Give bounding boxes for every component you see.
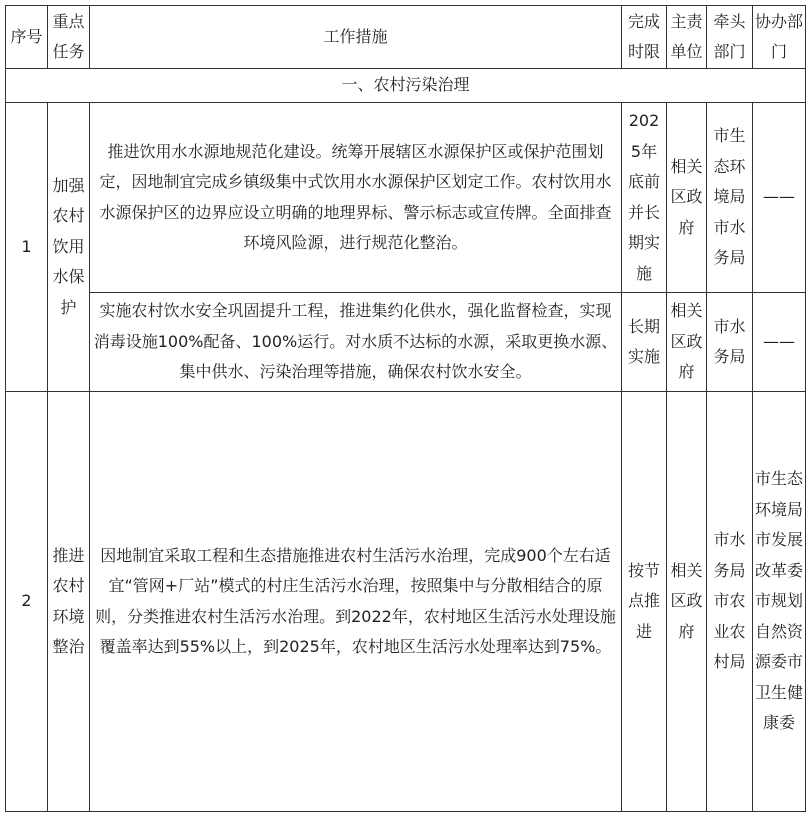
row-assist-dept: —— xyxy=(753,103,806,293)
row-main-unit: 相关区政府 xyxy=(667,103,707,293)
section-title: 一、农村污染治理 xyxy=(6,69,806,103)
row-no: 2 xyxy=(6,392,48,812)
header-deadline: 完成时限 xyxy=(622,6,667,69)
row-no: 1 xyxy=(6,103,48,392)
row-assist-dept: 市生态环境局市发展改革委市规划自然资源委市卫生健康委 xyxy=(753,392,806,812)
header-row xyxy=(6,6,806,69)
header-assist-dept: 协办部门 xyxy=(753,6,806,69)
header-main-unit: 主责单位 xyxy=(667,6,707,69)
section-row xyxy=(6,69,806,103)
header-measure: 工作措施 xyxy=(90,6,622,69)
row-lead-dept: 市生态环境局市水务局 xyxy=(707,103,753,293)
row-task: 推进农村环境整治 xyxy=(48,392,90,812)
row-deadline: 按节点推进 xyxy=(622,392,667,812)
header-task: 重点任务 xyxy=(48,6,90,69)
row-lead-dept: 市水务局 xyxy=(707,293,753,392)
header-lead-dept: 牵头部门 xyxy=(707,6,753,69)
row-main-unit: 相关区政府 xyxy=(667,293,707,392)
row-measure: 实施农村饮水安全巩固提升工程，推进集约化供水，强化监督检查，实现消毒设施100%配备、100%运行。对水质不达标的水源，采取更换水源、集中供水、污染治理等措施，确保农村饮水安全。 xyxy=(90,293,622,392)
table-row xyxy=(6,103,806,293)
row-assist-dept: —— xyxy=(753,293,806,392)
measures-table xyxy=(5,5,806,812)
row-task: 加强农村饮用水保护 xyxy=(48,103,90,392)
table-row xyxy=(6,293,806,392)
row-lead-dept: 市水务局市农业农村局 xyxy=(707,392,753,812)
row-main-unit: 相关区政府 xyxy=(667,392,707,812)
row-deadline: 2025年底前并长期实施 xyxy=(622,103,667,293)
table-row xyxy=(6,392,806,812)
row-deadline: 长期实施 xyxy=(622,293,667,392)
row-measure: 因地制宜采取工程和生态措施推进农村生活污水治理，完成900个左右适宜“管网+厂站”模式的村庄生活污水治理，按照集中与分散相结合的原则，分类推进农村生活污水治理。到2022年，农村地区生活污水处理设施覆盖率达到55%以上，到2025年，农村地区生活污水处理率达到75%。 xyxy=(90,392,622,812)
row-measure: 推进饮用水水源地规范化建设。统筹开展辖区水源保护区或保护范围划定，因地制宜完成乡镇级集中式饮用水水源保护区划定工作。农村饮用水水源保护区的边界应设立明确的地理界标、警示标志或宣传牌。全面排查环境风险源，进行规范化整治。 xyxy=(90,103,622,293)
header-no: 序号 xyxy=(6,6,48,69)
